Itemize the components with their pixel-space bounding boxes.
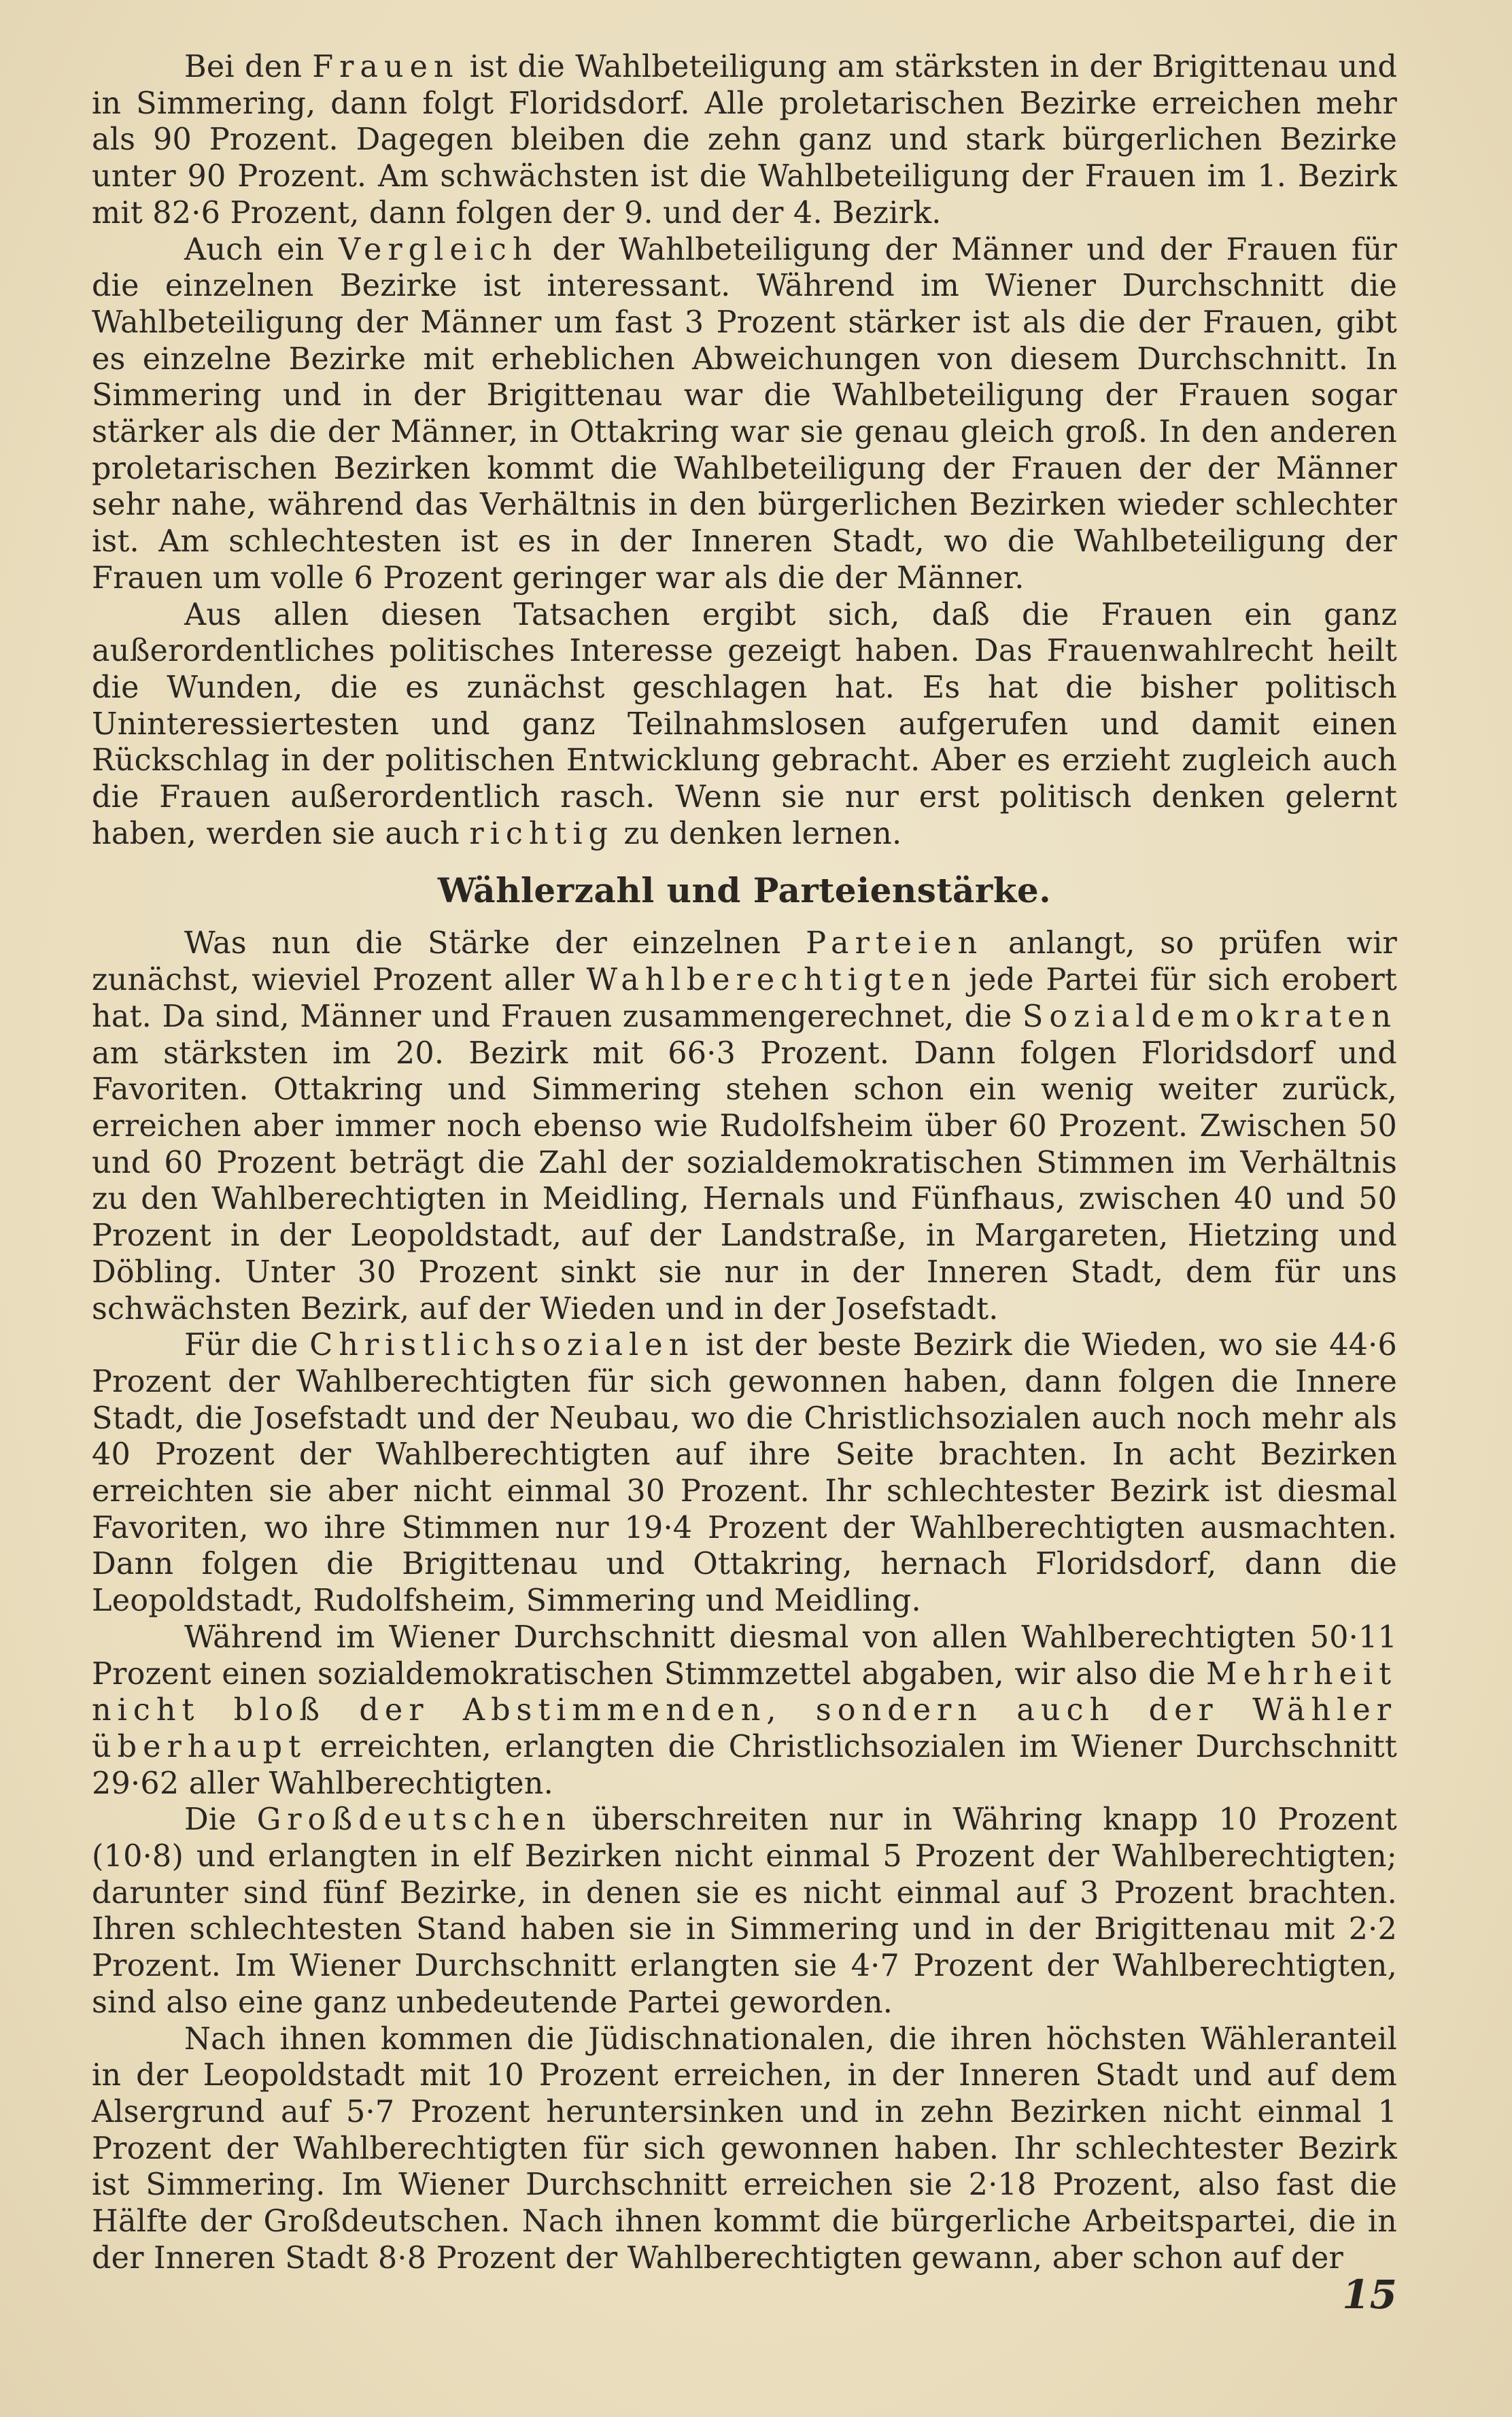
emphasized-spaced-text: Sozialdemokraten [1022, 999, 1397, 1034]
paragraph-text: Nach ihnen kommen die Jüdischnationalen, die ihren höchsten Wähleranteil in der Leopoldstadt mit 10 Prozent erreichen, in der Inneren Stadt und auf dem Alsergrund auf 5·7 Prozent heruntersinken und in zehn Bezirken nicht einmal 1 Prozent der Wahlberechtigten für sich gewonnen haben. Ihr schlechtester Bezirk ist Simmering. Im Wiener Durchschnitt erreichen sie 2·18 Prozent, also fast die Hälfte der Großdeutschen. Nach ihnen kommt die bürgerliche Arbeitspartei, die in der Inneren Stadt 8·8 Prozent der Wahlberechtigten gewann, aber schon auf der [92, 2021, 1397, 2276]
paragraph-text: erreichten, erlangten die Christlichsozialen im Wiener Durchschnitt 29·62 aller Wahlberechtigten. [92, 1729, 1397, 1801]
paragraph-text: Die [184, 1802, 257, 1838]
paragraph-text: Bei den [184, 50, 313, 84]
emphasized-spaced-text: Wahlberechtigten [586, 963, 957, 998]
paragraph-group-party-strength [92, 925, 1397, 2276]
paragraph-text: der Wahlbeteiligung der Männer und der Frauen für die einzelnen Bezirke ist interessant. Während im Wiener Durchschnitt die Wahlbeteiligung der Männer um fast 3 Prozent stärker ist als die der Frauen, gibt es einzelne Bezirke mit erheblichen Abweichungen von diesem Durchschnitt. In Simmering und in der Brigittenau war die Wahlbeteiligung der Frauen sogar stärker als die der Männer, in Ottakring war sie genau gleich groß. In den anderen proletarischen Bezirken kommt die Wahlbeteiligung der Frauen der der Männer sehr nahe, während das Verhältnis in den bürgerlichen Bezirken wieder schlechter ist. Am schlechtesten ist es in der Inneren Stadt, wo die Wahlbeteiligung der Frauen um volle 6 Prozent geringer war als die der Männer. [92, 232, 1397, 596]
paragraph [92, 1802, 1397, 2021]
paragraph [92, 2021, 1397, 2277]
paragraph-text: jede Partei für sich erobert hat. Da sind, Männer und Frauen zusammengerechnet, die [92, 963, 1397, 1034]
paragraph-group-women-turnout [92, 49, 1397, 852]
paragraph-text: zu denken lernen. [614, 816, 902, 851]
text-column [92, 49, 1397, 2276]
emphasized-spaced-text: Großdeutschen [256, 1802, 572, 1838]
emphasized-spaced-text: Mehrheit nicht bloß der Abstimmenden, sondern auch der Wähler überhaupt [92, 1656, 1397, 1764]
paragraph [92, 597, 1397, 853]
emphasized-spaced-text: richtig [469, 816, 615, 851]
paragraph [92, 925, 1397, 1327]
paragraph-text: überschreiten nur in Währing knapp 10 Prozent (10·8) und erlangten in elf Bezirken nicht einmal 5 Prozent der Wahlberechtigten; darunter sind fünf Bezirke, in denen sie es nicht einmal auf 3 Prozent brachten. Ihren schlechtesten Stand haben sie in Simmering und in der Brigittenau mit 2·2 Prozent. Im Wiener Durchschnitt erlangten sie 4·7 Prozent der Wahlberechtigten, sind also eine ganz unbedeutende Partei geworden. [92, 1802, 1397, 2020]
emphasized-spaced-text: Parteien [806, 926, 984, 961]
paragraph-text: ist der beste Bezirk die Wieden, wo sie 44·6 Prozent der Wahlberechtigten für sich gewonnen haben, dann folgen die Innere Stadt, die Josefstadt und der Neubau, wo die Christlichsozialen auch noch mehr als 40 Prozent der Wahlberechtigten auf ihre Seite brachten. In acht Bezirken erreichten sie aber nicht einmal 30 Prozent. Ihr schlechtester Bezirk ist diesmal Favoriten, wo ihre Stimmen nur 19·4 Prozent der Wahlberechtigten ausmachten. Dann folgen die Brigittenau und Ottakring, hernach Floridsdorf, dann die Leopoldstadt, Rudolfsheim, Simmering und Meidling. [92, 1328, 1397, 1619]
paragraph-text: Auch ein [184, 232, 339, 267]
emphasized-spaced-text: Frauen [312, 50, 460, 84]
paragraph-text: anlangt, so prüfen wir zunächst, wieviel Prozent aller [92, 926, 1397, 998]
paragraph [92, 49, 1397, 232]
section-heading: Wählerzahl und Parteienstärke. [437, 870, 1052, 911]
paragraph [92, 232, 1397, 597]
emphasized-spaced-text: Vergleich [338, 232, 538, 267]
paragraph-text: Während im Wiener Durchschnitt diesmal von allen Wahlberechtigten 50·11 Prozent einen sozialdemokratischen Stimmzettel abgaben, wir also die [92, 1619, 1397, 1692]
paragraph-text: Für die [184, 1328, 310, 1363]
paragraph [92, 1327, 1397, 1619]
emphasized-spaced-text: Christlichsozialen [309, 1328, 695, 1363]
paragraph [92, 1619, 1397, 1802]
paragraph-text: ist die Wahlbeteiligung am stärksten in der Brigittenau und in Simmering, dann folgt Floridsdorf. Alle proletarischen Bezirke erreichen mehr als 90 Prozent. Dagegen bleiben die zehn ganz und stark bürgerlichen Bezirke unter 90 Prozent. Am schwächsten ist die Wahlbeteiligung der Frauen im 1. Bezirk mit 82·6 Prozent, dann folgen der 9. und der 4. Bezirk. [92, 50, 1398, 230]
page-number: 15 [1342, 2272, 1397, 2318]
paragraph-text: Was nun die Stärke der einzelnen [184, 926, 806, 961]
paragraph-text: Aus allen diesen Tatsachen ergibt sich, daß die Frauen ein ganz außerordentliches politisches Interesse gezeigt haben. Das Frauenwahlrecht heilt die Wunden, die es zunächst geschlagen hat. Es hat die bisher politisch Uninteressiertesten und ganz Teilnahmslosen aufgerufen und damit einen Rückschlag in der politischen Entwicklung gebracht. Aber es erzieht zugleich auch die Frauen außerordentlich rasch. Wenn sie nur erst politisch denken gelernt haben, werden sie auch [92, 597, 1397, 851]
paragraph-text: am stärksten im 20. Bezirk mit 66·3 Prozent. Dann folgen Floridsdorf und Favoriten. Ottakring und Simmering stehen schon ein wenig weiter zurück, erreichen aber immer noch ebenso wie Rudolfsheim über 60 Prozent. Zwischen 50 und 60 Prozent beträgt die Zahl der sozialdemokratischen Stimmen im Verhältnis zu den Wahlberechtigten in Meidling, Hernals und Fünfhaus, zwischen 40 und 50 Prozent in der Leopoldstadt, auf der Landstraße, in Margareten, Hietzing und Döbling. Unter 30 Prozent sinkt sie nur in der Inneren Stadt, dem für uns schwächsten Bezirk, auf der Wieden und in der Josefstadt. [92, 1035, 1397, 1326]
